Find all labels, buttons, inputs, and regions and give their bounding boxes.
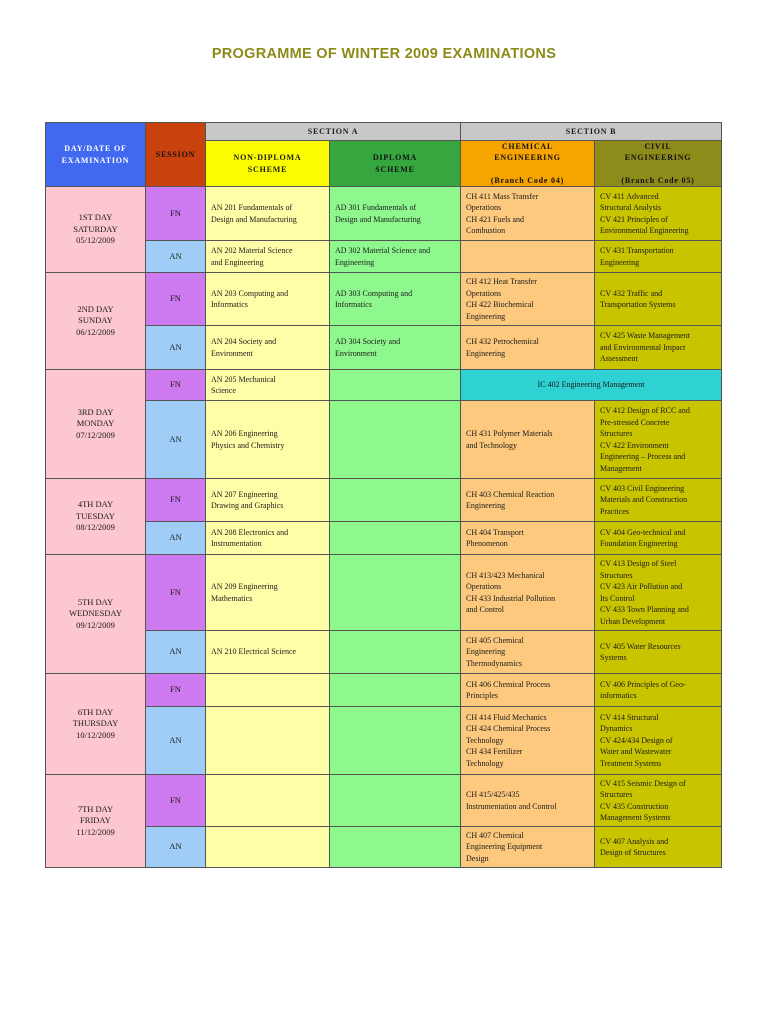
day-label: 1ST DAY SATURDAY bbox=[73, 212, 118, 234]
session-fn: FN bbox=[146, 187, 206, 241]
session-an: AN bbox=[146, 326, 206, 370]
diploma-subject bbox=[330, 631, 461, 674]
civil-subject: CV 413 Design of Steel Structures CV 423 Air Pollution and Its Control CV 433 Town Planning and Urban Development bbox=[595, 555, 722, 631]
diploma-subject bbox=[330, 707, 461, 775]
chemical-subject: CH 432 Petrochemical Engineering bbox=[461, 326, 595, 370]
non-diploma-subject bbox=[206, 707, 330, 775]
chemical-subject: CH 431 Polymer Materials and Technology bbox=[461, 401, 595, 479]
day-label: 5TH DAY WEDNESDAY bbox=[68, 596, 123, 619]
non-diploma-subject: AN 201 Fundamentals of Design and Manufacturing bbox=[206, 187, 330, 241]
common-subject-engineering-management: IC 402 Engineering Management bbox=[461, 370, 722, 401]
civil-subject: CV 414 Structural Dynamics CV 424/434 Design of Water and Wastewater Treatment Systems bbox=[595, 707, 722, 775]
day-label: 6TH DAY THURSDAY bbox=[72, 706, 119, 729]
session-an: AN bbox=[146, 631, 206, 674]
day-cell bbox=[46, 479, 146, 555]
civil-subject: CV 412 Design of RCC and Pre-stressed Concrete Structures CV 422 Environment Engineering – Process and Management bbox=[595, 401, 722, 479]
header-chemical-engineering: CHEMICAL ENGINEERING (Branch Code 04) bbox=[461, 141, 595, 187]
civil-subject: CV 431 Transportation Engineering bbox=[595, 241, 722, 273]
chemical-subject: CH 413/423 Mechanical Operations CH 433 Industrial Pollution and Control bbox=[461, 555, 595, 631]
page-title: PROGRAMME OF WINTER 2009 EXAMINATIONS bbox=[211, 46, 557, 62]
civil-subject: CV 403 Civil Engineering Materials and Construction Practices bbox=[595, 479, 722, 522]
chemical-subject: CH 403 Chemical Reaction Engineering bbox=[461, 479, 595, 522]
day-cell bbox=[46, 273, 146, 370]
session-an: AN bbox=[146, 522, 206, 555]
non-diploma-subject: AN 208 Electronics and Instrumentation bbox=[206, 522, 330, 555]
session-fn: FN bbox=[146, 273, 206, 326]
exam-timetable bbox=[45, 122, 722, 868]
chemical-subject: CH 411 Mass Transfer Operations CH 421 Fuels and Combustion bbox=[461, 187, 595, 241]
chemical-subject: CH 405 Chemical Engineering Thermodynamics bbox=[461, 631, 595, 674]
chemical-subject: CH 412 Heat Transfer Operations CH 422 Biochemical Engineering bbox=[461, 273, 595, 326]
day-label: 2ND DAY SUNDAY bbox=[77, 303, 114, 326]
session-an: AN bbox=[146, 241, 206, 273]
session-fn: FN bbox=[146, 674, 206, 707]
day-cell bbox=[46, 775, 146, 868]
diploma-subject: AD 304 Society and Environment bbox=[330, 326, 461, 370]
civil-subject: CV 415 Seismic Design of Structures CV 435 Construction Management Systems bbox=[595, 775, 722, 827]
chemical-subject: CH 406 Chemical Process Principles bbox=[461, 674, 595, 707]
chemical-subject bbox=[461, 241, 595, 273]
diploma-subject: AD 301 Fundamentals of Design and Manufacturing bbox=[330, 187, 461, 241]
diploma-subject bbox=[330, 479, 461, 522]
civil-subject: CV 411 Advanced Structural Analysis CV 421 Principles of Environmental Engineering bbox=[595, 187, 722, 241]
day-label: 4TH DAY TUESDAY bbox=[76, 499, 115, 521]
non-diploma-subject: AN 210 Electrical Science bbox=[206, 631, 330, 674]
diploma-subject bbox=[330, 555, 461, 631]
day-date: 07/12/2009 bbox=[76, 429, 115, 440]
header-section-a: SECTION A bbox=[206, 123, 461, 141]
chemical-subject: CH 404 Transport Phenomenon bbox=[461, 522, 595, 555]
header-day-date: DAY/DATE OF EXAMINATION bbox=[46, 123, 146, 187]
non-diploma-subject bbox=[206, 674, 330, 707]
day-label: 7TH DAY FRIDAY bbox=[77, 803, 114, 826]
non-diploma-subject: AN 209 Engineering Mathematics bbox=[206, 555, 330, 631]
header-section-b: SECTION B bbox=[461, 123, 722, 141]
non-diploma-subject bbox=[206, 827, 330, 868]
civil-subject: CV 404 Geo-technical and Foundation Engineering bbox=[595, 522, 722, 555]
session-an: AN bbox=[146, 707, 206, 775]
session-an: AN bbox=[146, 827, 206, 868]
day-date: 10/12/2009 bbox=[76, 729, 115, 740]
day-date: 11/12/2009 bbox=[76, 826, 115, 837]
non-diploma-subject: AN 204 Society and Environment bbox=[206, 326, 330, 370]
civil-subject: CV 405 Water Resources Systems bbox=[595, 631, 722, 674]
diploma-subject bbox=[330, 674, 461, 707]
header-civil-engineering: CIVIL ENGINEERING (Branch Code 05) bbox=[595, 141, 722, 187]
day-cell bbox=[46, 187, 146, 273]
session-fn: FN bbox=[146, 370, 206, 401]
header-diploma: DIPLOMA SCHEME bbox=[330, 141, 461, 187]
header-session: SESSION bbox=[146, 123, 206, 187]
day-cell bbox=[46, 674, 146, 775]
day-date: 06/12/2009 bbox=[76, 326, 115, 337]
civil-subject: CV 407 Analysis and Design of Structures bbox=[595, 827, 722, 868]
session-fn: FN bbox=[146, 775, 206, 827]
day-date: 09/12/2009 bbox=[76, 619, 115, 630]
non-diploma-subject: AN 207 Engineering Drawing and Graphics bbox=[206, 479, 330, 522]
diploma-subject bbox=[330, 370, 461, 401]
non-diploma-subject: AN 202 Material Science and Engineering bbox=[206, 241, 330, 273]
chemical-subject: CH 415/425/435 Instrumentation and Control bbox=[461, 775, 595, 827]
diploma-subject bbox=[330, 775, 461, 827]
session-an: AN bbox=[146, 401, 206, 479]
day-label: 3RD DAY MONDAY bbox=[76, 406, 115, 429]
civil-subject: CV 432 Traffic and Transportation Systems bbox=[595, 273, 722, 326]
diploma-subject bbox=[330, 401, 461, 479]
non-diploma-subject: AN 205 Mechanical Science bbox=[206, 370, 330, 401]
non-diploma-subject bbox=[206, 775, 330, 827]
chemical-subject: CH 414 Fluid Mechanics CH 424 Chemical Process Technology CH 434 Fertilizer Technology bbox=[461, 707, 595, 775]
header-non-diploma: NON-DIPLOMA SCHEME bbox=[206, 141, 330, 187]
day-cell bbox=[46, 555, 146, 674]
day-cell bbox=[46, 370, 146, 479]
day-date: 05/12/2009 bbox=[76, 235, 115, 246]
civil-subject: CV 425 Waste Management and Environmental Impact Assessment bbox=[595, 326, 722, 370]
civil-subject: CV 406 Principles of Geo- informatics bbox=[595, 674, 722, 707]
diploma-subject bbox=[330, 827, 461, 868]
diploma-subject bbox=[330, 522, 461, 555]
session-fn: FN bbox=[146, 555, 206, 631]
diploma-subject: AD 303 Computing and Informatics bbox=[330, 273, 461, 326]
non-diploma-subject: AN 203 Computing and Informatics bbox=[206, 273, 330, 326]
chemical-subject: CH 407 Chemical Engineering Equipment Design bbox=[461, 827, 595, 868]
session-fn: FN bbox=[146, 479, 206, 522]
diploma-subject: AD 302 Material Science and Engineering bbox=[330, 241, 461, 273]
non-diploma-subject: AN 206 Engineering Physics and Chemistry bbox=[206, 401, 330, 479]
day-date: 08/12/2009 bbox=[76, 522, 115, 533]
